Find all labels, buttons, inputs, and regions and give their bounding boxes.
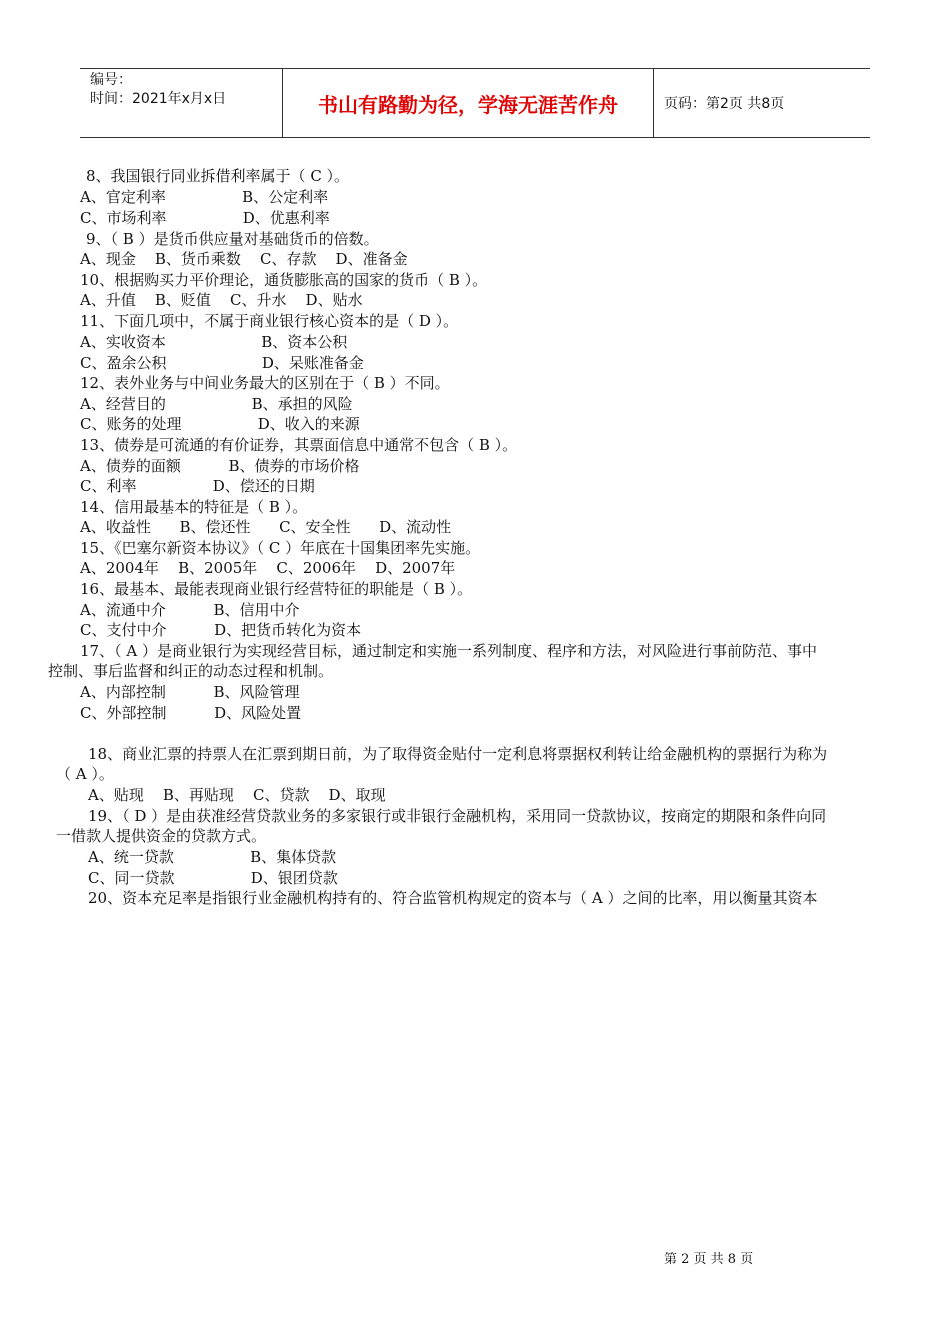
option-line: C、账务的处理 D、收入的来源 — [80, 415, 360, 433]
header-meta — [80, 69, 283, 137]
option-line: A、现金 B、货币乘数 C、存款 D、准备金 — [80, 250, 408, 268]
question-line: 控制、事后监督和纠正的动态过程和机制。 — [48, 662, 334, 680]
question-line: 17、（ A ）是商业银行为实现经营目标，通过制定和实施一系列制度、程序和方法，对风险进行事前防范、事中 — [80, 642, 817, 660]
option-line: C、利率 D、偿还的日期 — [80, 477, 315, 495]
option-line: A、经营目的 B、承担的风险 — [80, 395, 353, 413]
question-line: 11、下面几项中，不属于商业银行核心资本的是（ D ）。 — [80, 312, 459, 330]
question-line: 10、根据购买力平价理论，通货膨胀高的国家的货币（ B ）。 — [80, 271, 488, 289]
option-line: A、内部控制 B、风险管理 — [80, 683, 300, 701]
option-line: A、流通中介 B、信用中介 — [80, 601, 300, 619]
option-line: A、升值 B、贬值 C、升水 D、贴水 — [80, 291, 363, 309]
question-line: 18、商业汇票的持票人在汇票到期日前，为了取得资金贴付一定利息将票据权利转让给金融机构的票据行为称为 — [88, 745, 828, 763]
question-line: 19、（ D ）是由获准经营贷款业务的多家银行或非银行金融机构，采用同一贷款协议，按商定的期限和条件向同 — [88, 807, 827, 825]
option-line: A、债券的面额 B、债券的市场价格 — [80, 457, 360, 475]
option-line: A、2004年 B、2005年 C、2006年 D、2007年 — [80, 559, 456, 577]
number-label: 编号： — [90, 72, 132, 88]
option-line: A、实收资本 B、资本公积 — [80, 333, 348, 351]
option-line: A、收益性 B、偿还性 C、安全性 D、流动性 — [80, 518, 452, 536]
option-line: C、外部控制 D、风险处置 — [80, 704, 302, 722]
header-page-label: 页码：第2页 共8页 — [664, 96, 785, 112]
header-motto: 书山有路勤为径，学海无涯苦作舟 — [283, 69, 654, 137]
question-line: 16、最基本、最能表现商业银行经营特征的职能是（ B ）。 — [80, 580, 473, 598]
question-line: 13、债券是可流通的有价证券，其票面信息中通常不包含（ B ）。 — [80, 436, 518, 454]
time-label: 时间：2021年x月x日 — [90, 91, 227, 107]
question-line: 8、我国银行同业拆借利率属于（ C ）。 — [86, 167, 350, 185]
question-line: 一借款人提供资金的贷款方式。 — [56, 827, 267, 845]
page-footer: 第 2 页 共 8 页 — [664, 1252, 754, 1267]
option-line: C、同一贷款 D、银团贷款 — [88, 869, 338, 887]
question-line: （ A ）。 — [56, 765, 114, 783]
option-line: C、盈余公积 D、呆账准备金 — [80, 354, 364, 372]
option-line: A、贴现 B、再贴现 C、贷款 D、取现 — [88, 786, 386, 804]
page-header — [80, 68, 870, 138]
option-line: C、市场利率 D、优惠利率 — [80, 209, 330, 227]
option-line: C、支付中介 D、把货币转化为资本 — [80, 621, 362, 639]
question-line: 12、表外业务与中间业务最大的区别在于（ B ）不同。 — [80, 374, 450, 392]
option-line: A、官定利率 B、公定利率 — [80, 188, 329, 206]
question-line: 14、信用最基本的特征是（ B ）。 — [80, 498, 308, 516]
option-line: A、统一贷款 B、集体贷款 — [88, 848, 337, 866]
question-line: 20、资本充足率是指银行业金融机构持有的、符合监管机构规定的资本与（ A ）之间的比率，用以衡量其资本 — [88, 889, 818, 907]
question-line: 15、《巴塞尔新资本协议》（ C ）年底在十国集团率先实施。 — [80, 539, 481, 557]
question-line: 9、（ B ）是货币供应量对基础货币的倍数。 — [86, 230, 379, 248]
